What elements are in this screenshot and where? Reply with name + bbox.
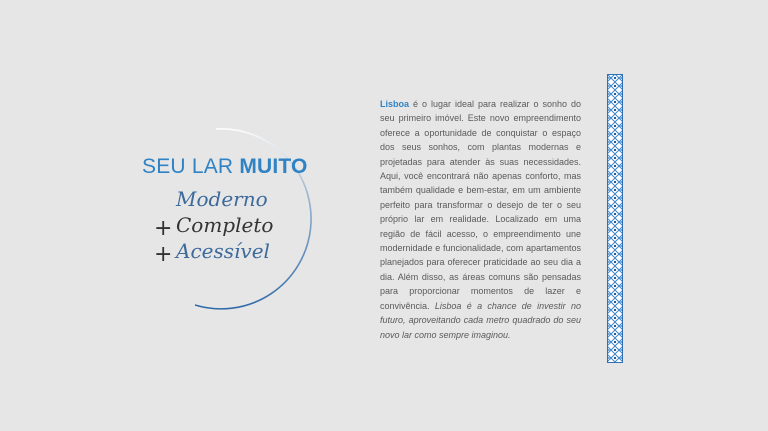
headline-prefix: SEU LAR <box>142 155 234 178</box>
headline <box>142 155 308 179</box>
plus-icon: + <box>154 242 173 267</box>
feature-label: Completo <box>176 213 274 237</box>
brand-name: Lisboa <box>380 99 410 109</box>
description-paragraph <box>380 97 581 342</box>
description-closing: Lisboa é a chance de investir no futuro, aproveitando cada metro quadrado do seu novo lar como sempre imaginou. <box>380 300 581 340</box>
description-body: é o lugar ideal para realizar o sonho do seu primeiro imóvel. Este novo empreendimento oferece a oportunidade de conquistar o espaço dos seus sonhos, com plantas modernas e projetadas para atender às suas necessidades. Aqui, você encontrará não apenas conforto, mas também qualidade e bem-estar, em um ambiente perfeito para transformar o desejo de ter o seu próprio lar em realidade. Localizado em uma região de fácil acesso, o empreendimento une modernidade e funcionalidade, com apartamentos planejados para oferecer praticidade ao seu dia a dia. Além disso, as áreas comuns são pensadas para proporcionar momentos de lazer e convivência. <box>380 99 581 311</box>
plus-icon: + <box>154 216 173 241</box>
feature-label: Moderno <box>176 187 268 211</box>
feature-label: Acessível <box>176 239 270 263</box>
headline-emphasis: MUITO <box>239 155 308 178</box>
azulejo-tile-icon <box>607 74 623 363</box>
